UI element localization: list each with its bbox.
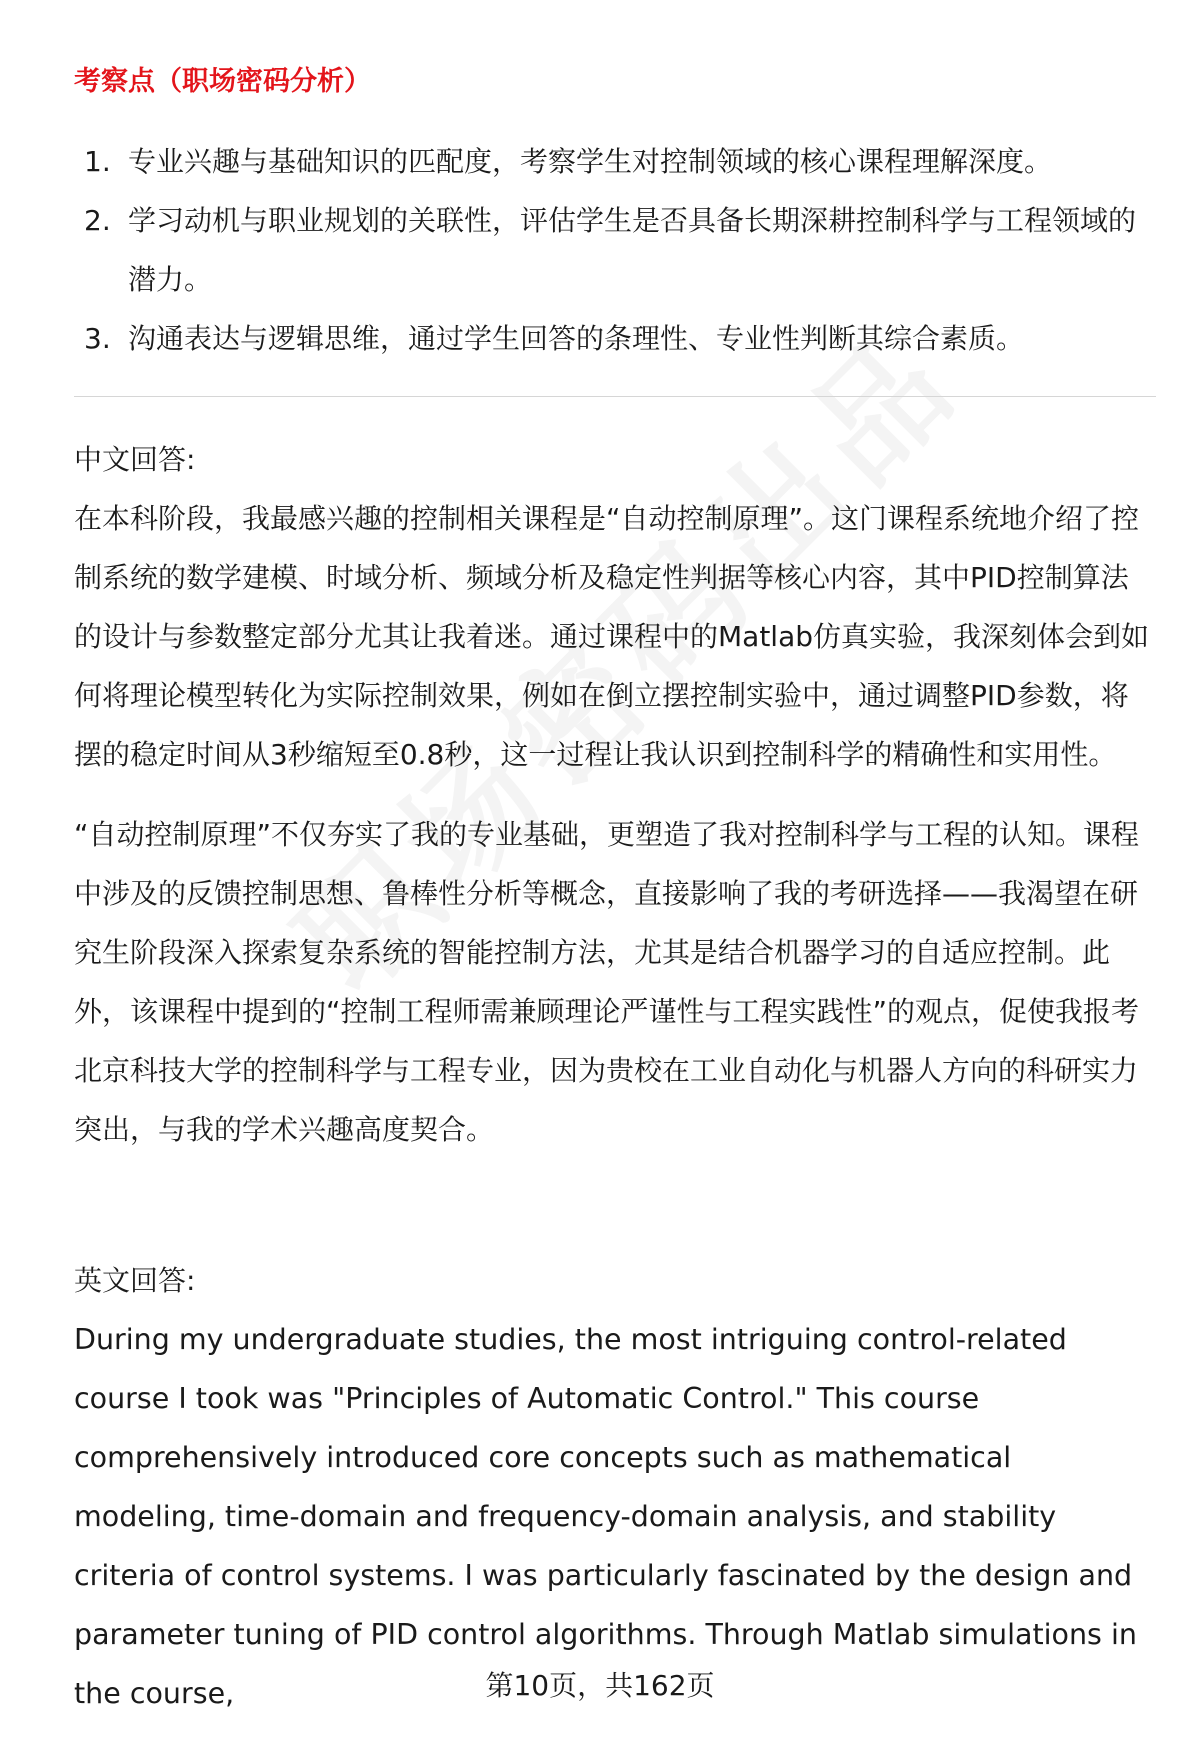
list-item-text: 专业兴趣与基础知识的匹配度，考察学生对控制领域的核心课程理解深度。 (128, 145, 1053, 178)
english-answer-paragraph: During my undergraduate studies, the most intriguing control-related course I took was "Principles of Automatic Control." This course comprehensively introduced core concepts such as mathematical modeling, time-domain and frequency-domain analysis, and stability criteria of control systems. I was particularly fascinated by the design and parameter tuning of PID control algorithms. Through Matlab simulations in the course, (74, 1323, 1137, 1710)
page-number: 第10页，共162页 (485, 1669, 715, 1702)
list-item-number: 1. (84, 145, 111, 178)
list-item (84, 132, 1154, 191)
analysis-points-list (84, 132, 1154, 368)
chinese-answer-label: 中文回答: (74, 443, 196, 476)
list-item-text: 沟通表达与逻辑思维，通过学生回答的条理性、专业性判断其综合素质。 (128, 322, 1025, 355)
chinese-answer-paragraph: “自动控制原理”不仅夯实了我的专业基础，更塑造了我对控制科学与工程的认知。课程中涉及的反馈控制思想、鲁棒性分析等概念，直接影响了我的考研选择——我渴望在研究生阶段深入探索复杂系统的智能控制方法，尤其是结合机器学习的自适应控制。此外，该课程中提到的“控制工程师需兼顾理论严谨性与工程实践性”的观点，促使我报考北京科技大学的控制科学与工程专业，因为贵校在工业自动化与机器人方向的科研实力突出，与我的学术兴趣高度契合。 (74, 818, 1140, 1146)
analysis-heading: 考察点（职场密码分析） (74, 66, 371, 97)
list-item-number: 2. (84, 204, 111, 237)
list-item (84, 309, 1154, 368)
chinese-answer-section (74, 430, 1156, 1159)
chinese-answer-paragraph: 在本科阶段，我最感兴趣的控制相关课程是“自动控制原理”。这门课程系统地介绍了控制系统的数学建模、时域分析、频域分析及稳定性判据等核心内容，其中PID控制算法的设计与参数整定部分尤其让我着迷。通过课程中的Matlab仿真实验，我深刻体会到如何将理论模型转化为实际控制效果，例如在倒立摆控制实验中，通过调整PID参数，将摆的稳定时间从3秒缩短至0.8秒，这一过程让我认识到控制科学的精确性和实用性。 (74, 502, 1150, 771)
list-item (84, 191, 1154, 309)
section-divider (74, 396, 1156, 397)
english-answer-label: 英文回答: (74, 1264, 196, 1297)
list-item-text: 学习动机与职业规划的关联性，评估学生是否具备长期深耕控制科学与工程领域的潜力。 (128, 204, 1137, 296)
list-item-number: 3. (84, 322, 111, 355)
english-answer-section (74, 1251, 1156, 1723)
